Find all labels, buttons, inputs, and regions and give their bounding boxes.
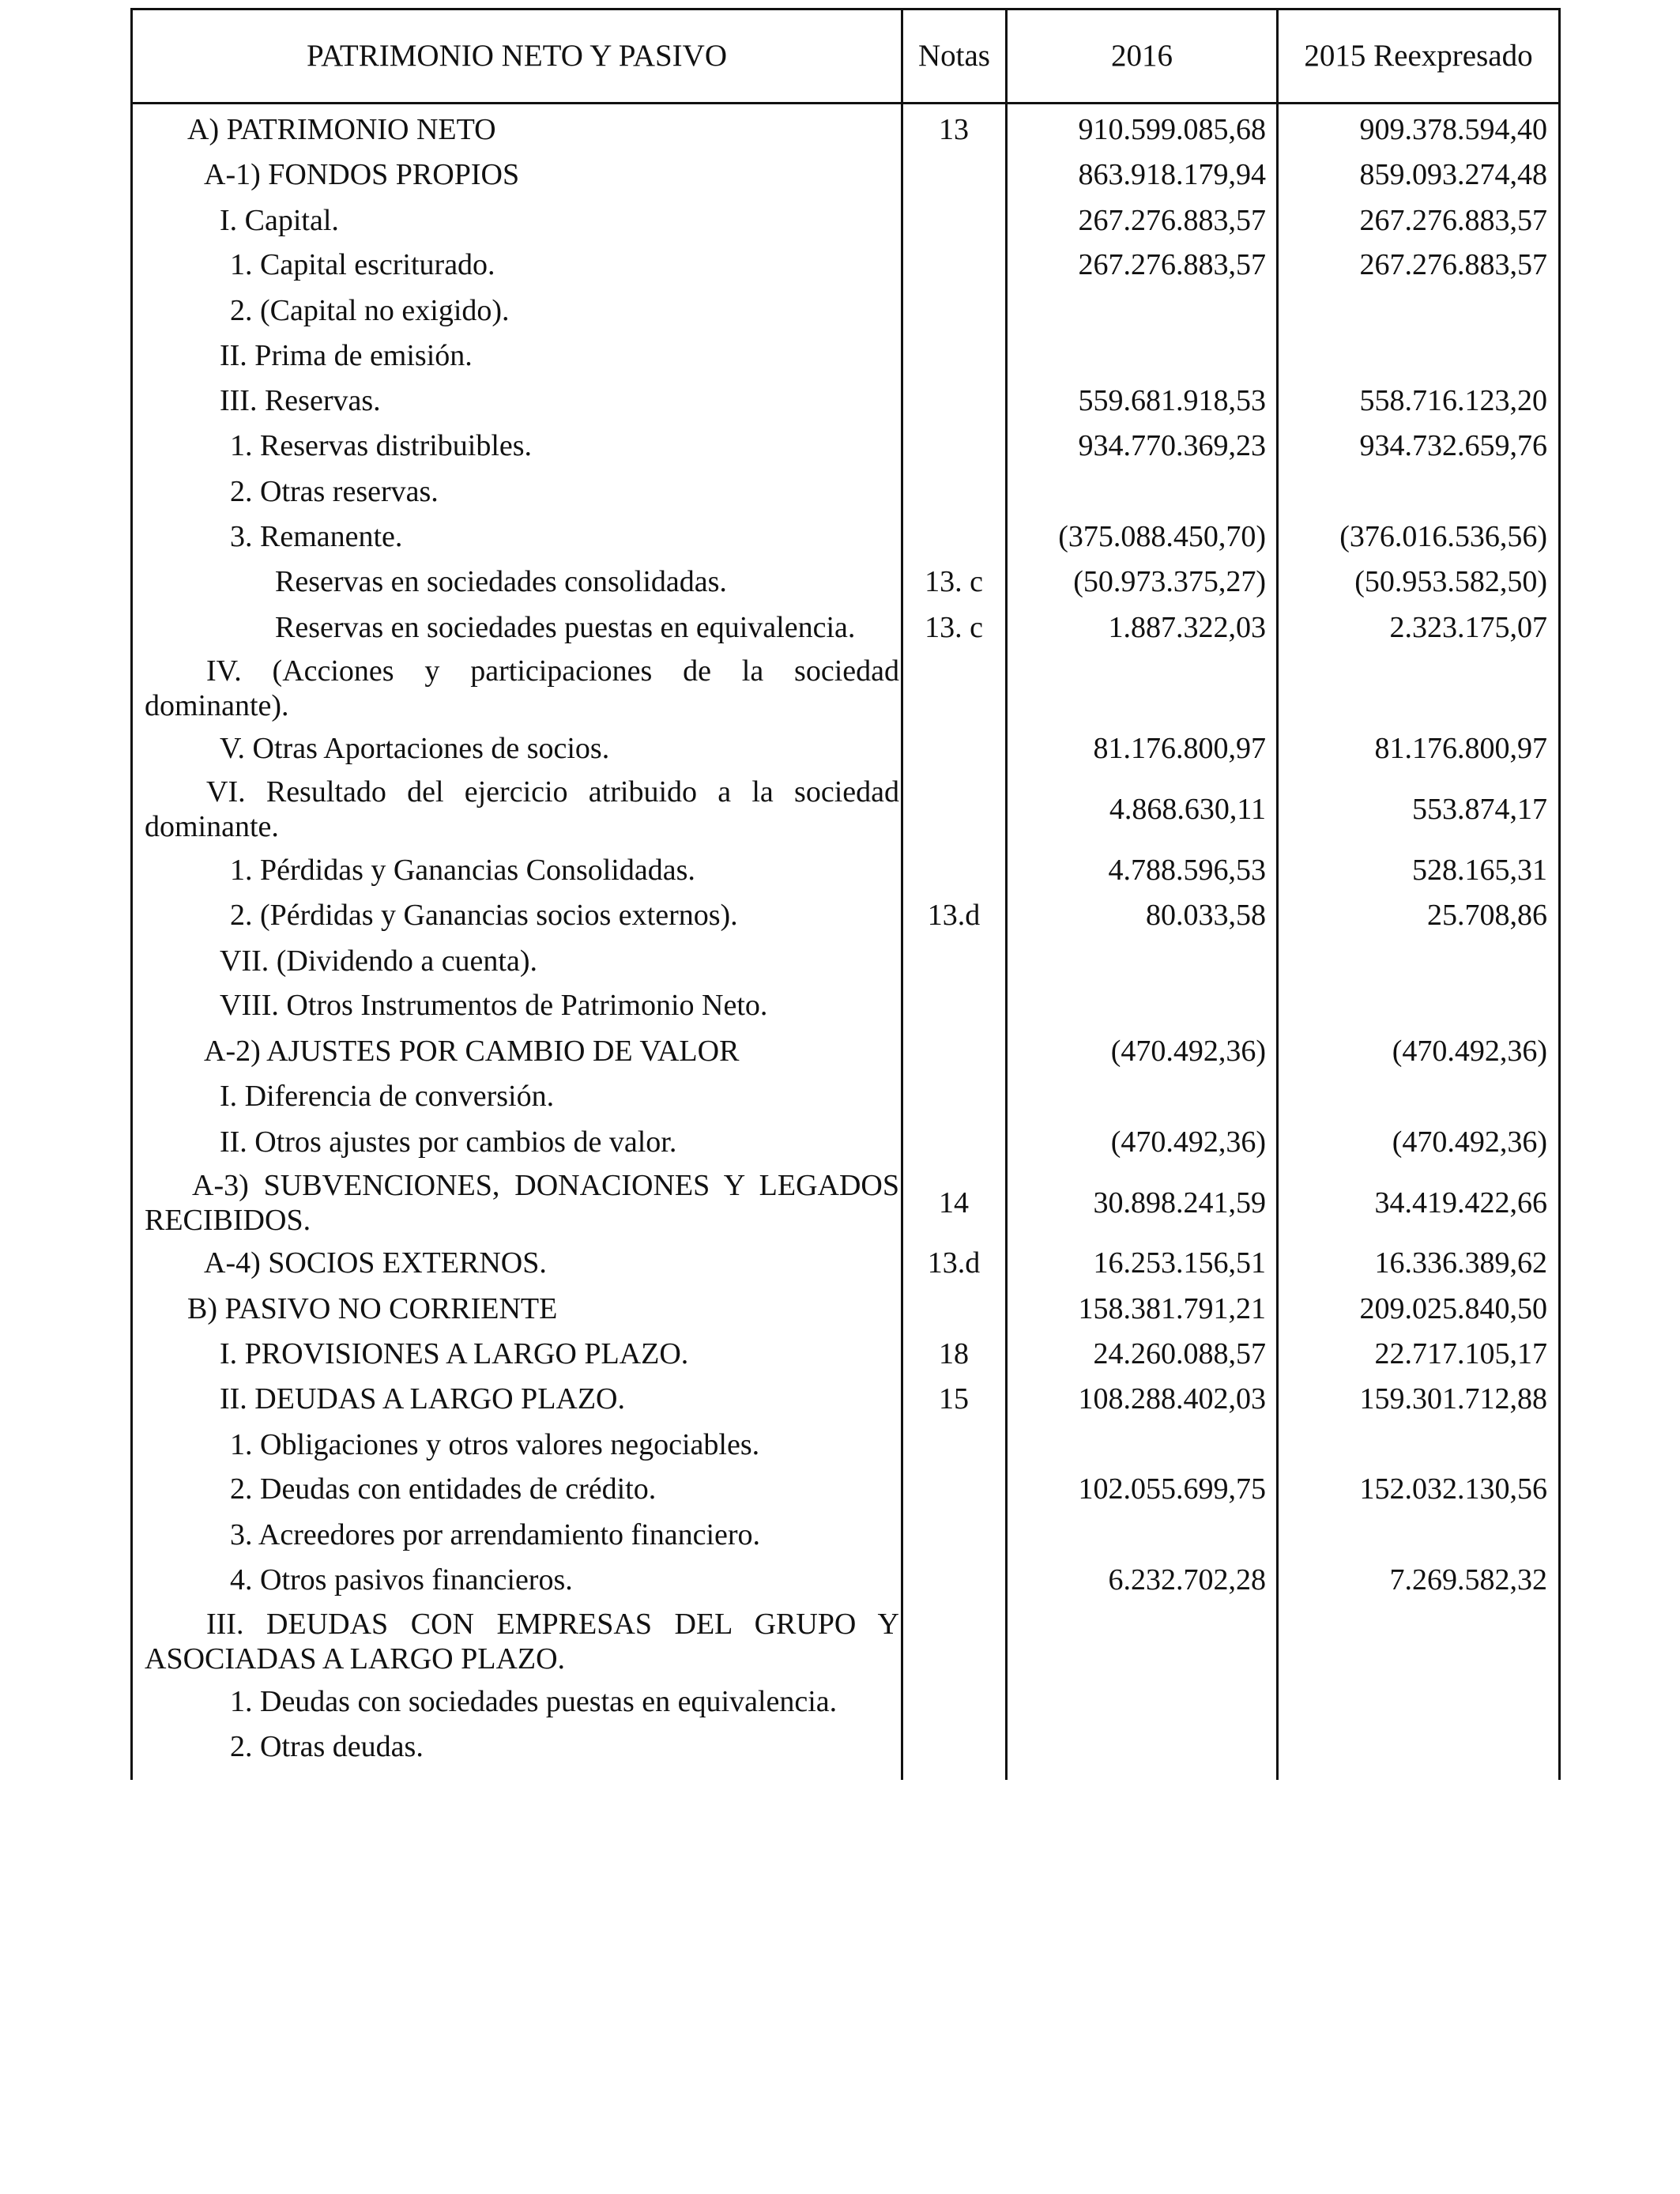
row-value-2016: (375.088.450,70) <box>1058 520 1266 553</box>
row-label: B) PASIVO NO CORRIENTE <box>187 1292 558 1325</box>
table-row <box>130 516 1561 557</box>
row-value-2016: 102.055.699,75 <box>1078 1472 1266 1506</box>
row-value-2015: 22.717.105,17 <box>1374 1337 1547 1370</box>
table-row <box>130 1333 1561 1374</box>
table-row <box>130 471 1561 512</box>
row-value-2015: 209.025.840,50 <box>1359 1292 1547 1325</box>
row-value-2015: 34.419.422,66 <box>1374 1186 1547 1220</box>
row-label: II. DEUDAS A LARGO PLAZO. <box>220 1382 625 1416</box>
row-label: 2. (Capital no exigido). <box>230 294 510 327</box>
row-value-2015: 81.176.800,97 <box>1374 732 1547 765</box>
row-value-2016: 267.276.883,57 <box>1078 204 1266 237</box>
row-note: 13. c <box>925 565 983 598</box>
table-row <box>130 895 1561 936</box>
table-row <box>130 985 1561 1026</box>
row-label: III. Reservas. <box>220 384 381 417</box>
header-concept: PATRIMONIO NETO Y PASIVO <box>306 39 727 73</box>
table-row <box>130 1122 1561 1163</box>
table-row <box>130 1031 1561 1072</box>
row-value-2016: (470.492,36) <box>1110 1035 1266 1068</box>
table-row <box>130 1681 1561 1722</box>
row-value-2016: 934.770.369,23 <box>1078 429 1266 462</box>
row-note: 18 <box>939 1337 969 1370</box>
row-value-2015: 934.732.659,76 <box>1359 429 1547 462</box>
row-label: IV. (Acciones y participaciones de la sociedad dominante). <box>145 654 899 722</box>
row-label: 2. Otras reservas. <box>230 475 439 508</box>
table-row <box>130 850 1561 891</box>
table-row <box>130 154 1561 195</box>
row-value-2015: 159.301.712,88 <box>1359 1382 1547 1416</box>
row-label: I. PROVISIONES A LARGO PLAZO. <box>220 1337 689 1370</box>
row-value-2016: 16.253.156,51 <box>1093 1246 1266 1280</box>
row-label: V. Otras Aportaciones de socios. <box>220 732 610 765</box>
table-row <box>130 1424 1561 1465</box>
row-value-2016: 24.260.088,57 <box>1093 1337 1266 1370</box>
table-row <box>130 773 1561 846</box>
row-label: A-1) FONDOS PROPIOS <box>204 158 520 191</box>
row-label: III. DEUDAS CON EMPRESAS DEL GRUPO Y ASOCIADAS A LARGO PLAZO. <box>145 1608 899 1676</box>
table-row <box>130 561 1561 602</box>
table-row <box>130 1726 1561 1767</box>
row-note: 13 <box>939 113 969 146</box>
row-value-2015: 16.336.389,62 <box>1374 1246 1547 1280</box>
row-value-2016: (50.973.375,27) <box>1073 565 1266 598</box>
table-row <box>130 380 1561 421</box>
row-label: A-4) SOCIOS EXTERNOS. <box>204 1246 547 1280</box>
row-note: 15 <box>939 1382 969 1416</box>
row-label: I. Diferencia de conversión. <box>220 1080 555 1113</box>
table-row <box>130 728 1561 769</box>
row-value-2016: 158.381.791,21 <box>1078 1292 1266 1325</box>
row-value-2015: 25.708,86 <box>1427 899 1547 932</box>
table-row <box>130 652 1561 725</box>
row-label: 3. Acreedores por arrendamiento financiero. <box>230 1518 761 1551</box>
row-value-2016: 863.918.179,94 <box>1078 158 1266 191</box>
row-label: 3. Remanente. <box>230 520 403 553</box>
table-row <box>130 1559 1561 1600</box>
row-value-2016: 81.176.800,97 <box>1093 732 1266 765</box>
row-label: VI. Resultado del ejercicio atribuido a la sociedad dominante. <box>145 775 899 843</box>
row-value-2015: 267.276.883,57 <box>1359 204 1547 237</box>
row-value-2016: 4.868.630,11 <box>1109 793 1266 826</box>
row-value-2015: 528.165,31 <box>1412 854 1547 887</box>
table-row <box>130 1378 1561 1419</box>
table-row <box>130 1167 1561 1239</box>
row-label: 1. Deudas con sociedades puestas en equivalencia. <box>230 1685 838 1718</box>
table-row <box>130 425 1561 466</box>
table-row <box>130 1242 1561 1284</box>
row-label: 4. Otros pasivos financieros. <box>230 1563 573 1596</box>
row-value-2015: 2.323.175,07 <box>1389 611 1547 644</box>
row-value-2015: 909.378.594,40 <box>1359 113 1547 146</box>
row-value-2016: 267.276.883,57 <box>1078 248 1266 281</box>
row-value-2015: (470.492,36) <box>1392 1125 1547 1159</box>
row-label: 1. Pérdidas y Ganancias Consolidadas. <box>230 854 695 887</box>
row-label: 1. Reservas distribuibles. <box>230 429 533 462</box>
row-note: 13. c <box>925 611 983 644</box>
table-row <box>130 1288 1561 1329</box>
table-row <box>130 1514 1561 1555</box>
row-value-2015: 152.032.130,56 <box>1359 1472 1547 1506</box>
row-label: Reservas en sociedades consolidadas. <box>275 565 727 598</box>
table-row <box>130 1076 1561 1117</box>
row-value-2016: 1.887.322,03 <box>1108 611 1266 644</box>
row-value-2016: 6.232.702,28 <box>1108 1563 1266 1596</box>
row-label: 2. Deudas con entidades de crédito. <box>230 1472 657 1506</box>
row-label: 2. (Pérdidas y Ganancias socios externos). <box>230 899 738 932</box>
table-row <box>130 109 1561 150</box>
row-label: 2. Otras deudas. <box>230 1730 424 1763</box>
table-row <box>130 290 1561 331</box>
row-label: II. Otros ajustes por cambios de valor. <box>220 1125 677 1159</box>
row-label: 1. Obligaciones y otros valores negociables. <box>230 1428 760 1461</box>
table-row <box>130 244 1561 285</box>
row-value-2016: (470.492,36) <box>1110 1125 1266 1159</box>
row-value-2016: 108.288.402,03 <box>1078 1382 1266 1416</box>
row-value-2015: 553.874,17 <box>1412 793 1547 826</box>
row-label: Reservas en sociedades puestas en equivalencia. <box>275 611 856 644</box>
row-value-2016: 559.681.918,53 <box>1078 384 1266 417</box>
table-row <box>130 941 1561 982</box>
header-notes: Notas <box>918 39 990 73</box>
row-value-2015: 859.093.274,48 <box>1359 158 1547 191</box>
row-value-2016: 4.788.596,53 <box>1108 854 1266 887</box>
row-label: A) PATRIMONIO NETO <box>187 113 496 146</box>
header-year-2016: 2016 <box>1111 39 1173 73</box>
row-note: 13.d <box>927 1246 981 1280</box>
row-value-2016: 80.033,58 <box>1146 899 1266 932</box>
row-label: VIII. Otros Instrumentos de Patrimonio Neto. <box>220 989 768 1022</box>
table-row <box>130 200 1561 241</box>
row-value-2015: (470.492,36) <box>1392 1035 1547 1068</box>
row-value-2015: (376.016.536,56) <box>1339 520 1547 553</box>
table-row <box>130 1468 1561 1510</box>
row-label: A-3) SUBVENCIONES, DONACIONES Y LEGADOS RECIBIDOS. <box>145 1169 899 1237</box>
row-label: II. Prima de emisión. <box>220 339 473 372</box>
row-value-2015: 7.269.582,32 <box>1389 1563 1547 1596</box>
row-value-2015: 558.716.123,20 <box>1359 384 1547 417</box>
row-value-2016: 910.599.085,68 <box>1078 113 1266 146</box>
row-value-2016: 30.898.241,59 <box>1093 1186 1266 1220</box>
row-label: A-2) AJUSTES POR CAMBIO DE VALOR <box>204 1035 740 1068</box>
row-label: VII. (Dividendo a cuenta). <box>220 944 538 978</box>
table-row <box>130 607 1561 648</box>
table-row <box>130 1605 1561 1678</box>
row-label: 1. Capital escriturado. <box>230 248 495 281</box>
row-value-2015: 267.276.883,57 <box>1359 248 1547 281</box>
table-row <box>130 335 1561 376</box>
row-value-2015: (50.953.582,50) <box>1354 565 1547 598</box>
header-year-2015: 2015 Reexpresado <box>1304 39 1533 73</box>
row-note: 14 <box>939 1186 969 1220</box>
row-note: 13.d <box>927 899 981 932</box>
row-label: I. Capital. <box>220 204 339 237</box>
